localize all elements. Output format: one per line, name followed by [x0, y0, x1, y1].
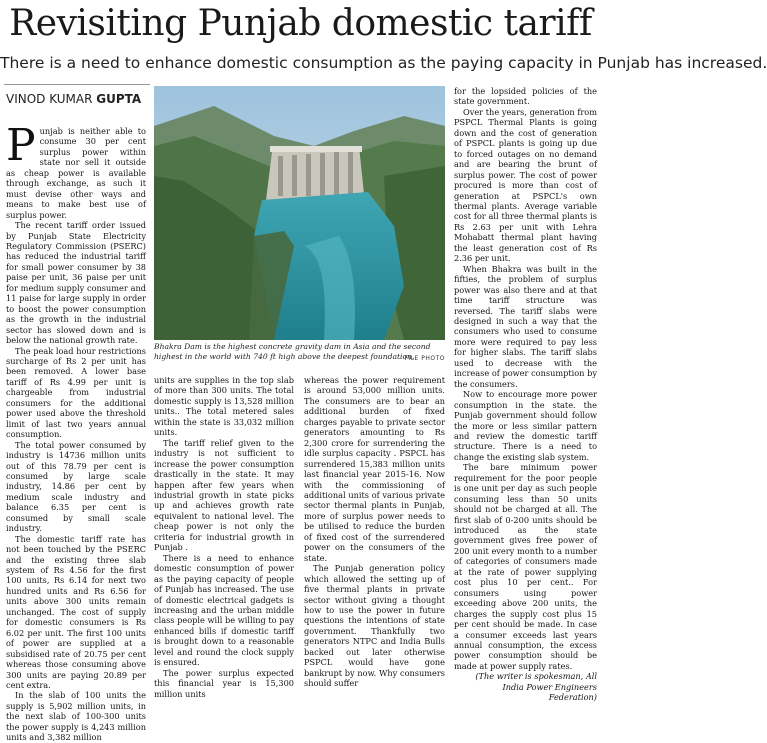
paragraph: Over the years, generation from PSPCL Thermal Plants is going down and the cost of generation of PSPCL plants is going up due to forced outages on no demand and are bearing the brunt of surplus power. The cost of power procured is more than cost of generation at PSPCL's own thermal plants. Average variable cost for all three thermal plants is Rs 2.63 per unit with Lehra Mohabatt thermal plant having the least generation cost of Rs 2.36 per unit.	[454, 106, 597, 264]
paragraph: The recent tariff order issued by Punjab State Electricity Regulatory Commission (PSERC) has reduced the industrial tariff for small power consumer by 38 paise per unit, 36 paise per unit for medium supply consumer and 11 paise for large supply in order to boost the power consumption as the growth in the industrial sector has slowed down and is below the national growth rate.	[6, 220, 146, 346]
divider	[4, 84, 150, 85]
paragraph: for the lopsided policies of the state government.	[454, 86, 597, 107]
article-column-2	[154, 375, 294, 699]
article-column-3	[304, 375, 445, 689]
paragraph: The Punjab generation policy which allowed the setting up of five thermal plants in private sector without giving a thought how to use the power in future questions the intentions of state government. Thankfully two generators NTPC and India Bulls backed out later otherwise PSPCL would have gone bankrupt by now. Why consumers should suffer	[304, 563, 445, 689]
byline-last: GUPTA	[96, 92, 142, 106]
standfirst: There is a need to enhance domestic consumption as the paying capacity in Punjab has increased.	[0, 54, 767, 72]
headline: Revisiting Punjab domestic tariff	[9, 3, 592, 44]
byline	[6, 90, 146, 108]
paragraph: Now to encourage more power consumption in the state. the Punjab government should follow the more or less similar pattern and review the domestic tariff structure. There is a need to change the existing slab system.	[454, 389, 597, 462]
paragraph: There is a need to enhance domestic consumption of power as the paying capacity of people of Punjab has increased. The use of domestic electrical gadgets is increasing and the urban middle class people will be willing to pay enhanced bills if domestic tariff is brought down to a reasonable level and round the clock supply is ensured.	[154, 552, 294, 668]
paragraph: Punjab is neither able to consume 30 per cent surplus power within state nor sell it outside as cheap power is available through exchange, as such it must devise other ways and means to make best use of surplus power.	[6, 120, 146, 220]
paragraph: When Bhakra was built in the fifties, the problem of surplus power was also there and at that time tariff structure was reversed. The tariff slabs were designed in such a way that the consumers who used to consume more were required to pay less for higher slabs. The tariff slabs used to decrease with the increase of power consumption by the consumers.	[454, 263, 597, 389]
paragraph: The domestic tariff rate has not been touched by the PSERC and the existing three slab system of Rs 4.56 for the first 100 units, Rs 6.14 for next two hundred units and Rs 6.56 for units above 300 units remain unchanged. The cost of supply for domestic consumers is Rs 6.02 per unit. The first 100 units of power are supplied at a subsidised rate of 20.75 per cent whereas those consuming above 300 units are paying 20.89 per cent extra.	[6, 533, 146, 691]
drop-cap: P	[6, 120, 36, 171]
byline-first: VINOD KUMAR	[6, 92, 97, 106]
article-column-1	[6, 120, 146, 743]
paragraph: The total power consumed by industry is 14736 million units out of this 78.79 per cent is consumed by large scale industry, 14.86 per cent by medium scale industry and balance 6.35 per cent is consumed by small scale industry.	[6, 439, 146, 534]
paragraph: The power surplus expected this financial year is 15,300 million units	[154, 667, 294, 699]
paragraph: whereas the power requirement is around 53,000 million units. The consumers are to bear an additional burden of fixed charges payable to private sector generators amounting to Rs 2,300 crore for surrendering the idle surplus capacity . PSPCL has surrendered 15,383 million units last financial year 2015-16. Now with the commissioning of additional units of various private sector thermal plants in Punjab, more of surplus power needs to be utilised to reduce the burden of fixed cost of the surrendered power on the consumers of the state.	[304, 375, 445, 563]
author-note: (The writer is spokesman, All India Power Engineers Federation)	[475, 671, 597, 703]
paragraph: units are supplies in the top slab of more than 300 units. The total domestic supply is 13,528 million units.. The total metered sales within the state is 33,032 million units.	[154, 375, 294, 438]
paragraph: The peak load hour restrictions surcharge of Rs 2 per unit has been removed. A lower base tariff of Rs 4.99 per unit is chargeable from industrial consumers for the additional power used above the threshold limit of last two years annual consumption.	[6, 345, 146, 440]
photo-caption: Bhakra Dam is the highest concrete gravity dam in Asia and the second highest in the world with 740 ft high above the deepest foundation.	[154, 342, 431, 361]
paragraph: The tariff relief given to the industry is not sufficient to increase the power consumption drastically in the state. It may happen after few years when industrial growth in state picks up and achieves growth rate equivalent to national level. The cheap power is not only the criteria for industrial growth in Punjab .	[154, 437, 294, 553]
dam-photo-illustration	[154, 86, 445, 340]
article-column-4	[454, 86, 597, 703]
paragraph: In the slab of 100 units the supply is 5,902 million units, in the next slab of 100-300 units the power supply is 4,243 million units and 3,382 million	[6, 690, 146, 743]
dam-photo	[154, 86, 445, 340]
paragraph: The bare minimum power requirement for the poor people is one unit per day as such people consuming less than 50 units should not be charged at all. The first slab of 0-200 units should be introduced as the state government gives free power of 200 unit every month to a number of categories of consumers made at the rate of power supplying cost plus 10 per cent.. For consumers using power exceeding above 200 units, the charges the supply cost plus 15 per cent should be made. In case a consumer exceeds last years annual consumption, the excess power consumption should be made at power supply rates.	[454, 462, 597, 671]
photo-credit: FILE PHOTO	[404, 355, 445, 362]
